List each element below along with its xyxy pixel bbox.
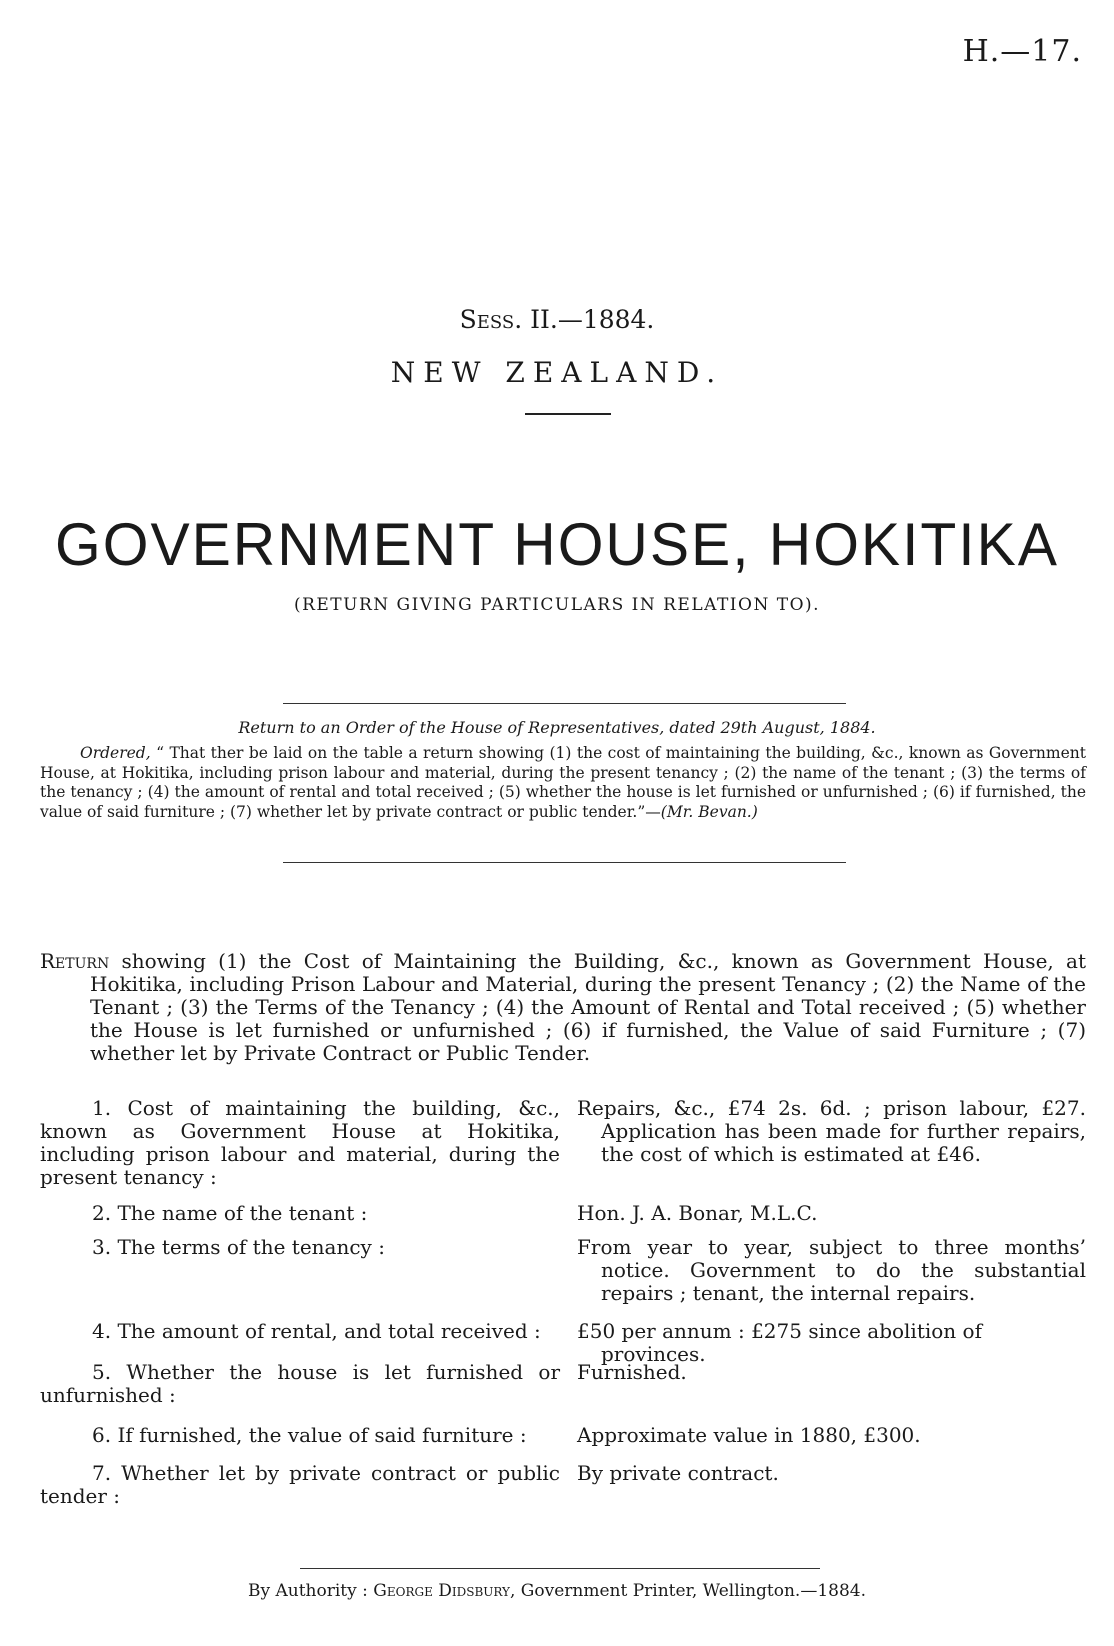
answer-7: By private contract. [577,1461,779,1485]
printer-imprint [0,1581,1114,1601]
question-5: 5. Whether the house is let furnished or unfurnished : [40,1360,560,1407]
question-6: 6. If furnished, the value of said furniture : [92,1423,527,1447]
answer-3: From year to year, subject to three months’ notice. Government to do the substantial repairs ; tenant, the internal repairs. [577,1235,1086,1305]
question-7: 7. Whether let by private contract or public tender : [40,1461,560,1508]
return-intro [40,950,1086,1065]
question-4: 4. The amount of rental, and total received : [92,1319,541,1343]
printer-name: George Didsbury [373,1581,510,1601]
imprint-prefix: By Authority : [248,1581,374,1601]
answer-6: Approximate value in 1880, £300. [577,1423,921,1447]
return-lead: Return [40,949,110,973]
answer-4: £50 per annum : £275 since abolition of provinces. [577,1319,982,1366]
short-divider [525,413,611,415]
answer-5: Furnished. [577,1360,687,1384]
order-bottom-divider [283,862,846,863]
footer-divider [300,1568,820,1569]
order-text [40,744,1086,822]
paper-reference: H.—17. [962,34,1082,69]
order-mover: (Mr. Bevan.) [660,802,758,821]
country-line: NEW ZEALAND. [390,356,724,389]
question-1: 1. Cost of maintaining the building, &c., known as Government House at Hokitika, including prison labour and material, during the present tenancy : [40,1096,560,1189]
session-line: Sess. II.—1884. [459,305,655,334]
answer-1: Repairs, &c., £74 2s. 6d. ; prison labour, £27. Application has been made for further repairs, the cost of which is estimated at £46. [577,1096,1086,1166]
document-subtitle: (RETURN GIVING PARTICULARS IN RELATION TO). [293,595,821,615]
question-2: 2. The name of the tenant : [92,1201,368,1225]
ordered-label: Ordered, [80,744,151,762]
order-top-divider [283,703,846,704]
order-heading: Return to an Order of the House of Representatives, dated 29th August, 1884. [238,718,876,737]
question-3: 3. The terms of the tenancy : [92,1235,385,1259]
imprint-suffix: , Government Printer, Wellington.—1884. [509,1581,866,1601]
answer-2: Hon. J. A. Bonar, M.L.C. [577,1201,818,1225]
order-body: “ That ther be laid on the table a return showing (1) the cost of maintaining the building, &c., known as Government House, at Hokitika, including prison labour and material, during the present tenancy ; (2) the name of the tenant ; (3) the terms of the tenancy ; (4) the amount of rental and total received ; (5) whether the house is let furnished or unfurnished ; (6) if furnished, the value of said furniture ; (7) whether let by private contract or public tender.”— [40,744,1086,821]
document-title: GOVERNMENT HOUSE, HOKITIKA [55,511,1059,578]
return-intro-text: showing (1) the Cost of Maintaining the Building, &c., known as Government House, at Hokitika, including Prison Labour and Material, during the present Tenancy ; (2) the Name of the Tenant ; (3) the Terms of the Tenancy ; (4) the Amount of Rental and Total received ; (5) whether the House is let furnished or unfurnished ; (6) if furnished, the Value of said Furniture ; (7) whether let by Private Contract or Public Tender. [90,949,1086,1065]
